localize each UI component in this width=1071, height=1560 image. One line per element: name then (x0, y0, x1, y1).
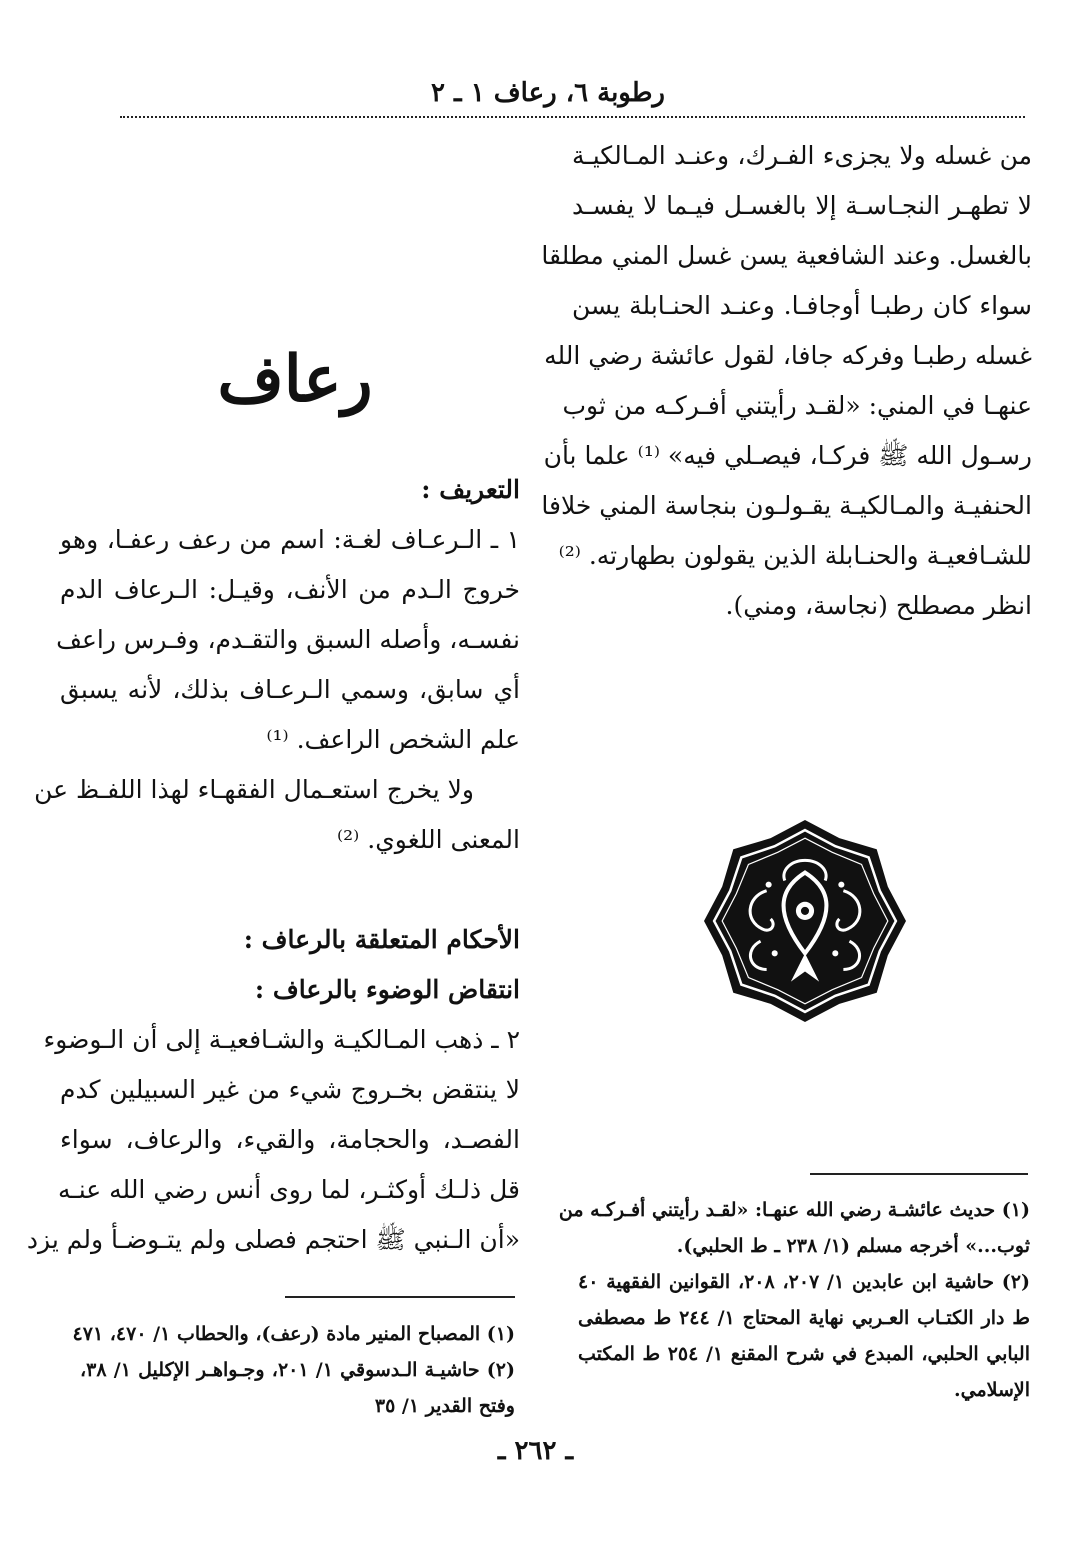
footnote-rule (285, 1296, 515, 1298)
footnote-line: (٢) حاشيـة الـدسوقي ١/ ٢٠١، وجـواهـر الإكليل ١/ ٣٨، (80, 1359, 515, 1381)
text-line: الحنفيـة والمـالكيـة يقـولـون بنجاسة المني خلافا (541, 491, 1032, 520)
text-line: خروج الـدم من الأنف، وقيـل: الـرعاف الدم (60, 575, 520, 604)
text-line: المعنى اللغوي. ⁽²⁾ (337, 825, 520, 854)
footnote-line: ثوب...» أخرجه مسلم (١/ ٢٣٨ ـ ط الحلبي). (676, 1235, 1030, 1257)
text-line: قل ذلـك أوكثـر، لما روى أنس رضي الله عنـه (58, 1175, 520, 1204)
text-line: انظر مصطلح (نجاسة، ومني). (725, 591, 1032, 620)
text-line: الفصـد، والحجامة، والقيء، والرعاف، سواء (60, 1125, 520, 1154)
footnote-line: (١) المصباح المنير مادة (رعف)، والحطاب ١/ ٤٧٠، ٤٧١ (72, 1323, 515, 1345)
definition-heading: التعريف : (421, 475, 520, 504)
text-line: غسله رطبـا وفركه جافا، لقول عائشة رضي الله (544, 341, 1032, 370)
rulings-heading: الأحكام المتعلقة بالرعاف : (243, 925, 520, 954)
text-line: سواء كان رطبـا أوجافـا. وعنـد الحنـابلة يسن (572, 291, 1032, 320)
text-line: «أن الـنبي ﷺ احتجم فصلى ولم يتـوضـأ ولم يزد (26, 1225, 520, 1254)
islamic-star-ornament-icon (704, 820, 906, 1022)
footnote-line: (٢) حاشية ابن عابدين ١/ ٢٠٧، ٢٠٨، القوانين الفقهية ٤٠ (578, 1271, 1031, 1293)
text-line: ٢ ـ ذهب المـالكيـة والشـافعيـة إلى أن الـوضوء (43, 1025, 520, 1054)
left-column (26, 465, 520, 1265)
footnote-line: ط دار الكتـاب العـربي نهاية المحتاج ١/ ٢٤٤ ط مصطفى (578, 1307, 1030, 1329)
text-line: نفسـه، وأصله السبق والتقـدم، وفـرس راعف (56, 625, 520, 654)
text-line: للشـافعيـة والحنـابلة الذين يقولون بطهارته. ⁽²⁾ (558, 541, 1032, 570)
text-line: لا ينتقض بخـروج شيء من غير السبيلين كدم (60, 1075, 520, 1104)
footnote-line: (١) حديث عائشـة رضي الله عنهـا: «لقـد رأيتني أفـركـه من (558, 1199, 1030, 1221)
footnotes-right (558, 1192, 1031, 1408)
footnote-line: البابي الحلبي، المبدع في شرح المقنع ١/ ٢٥٤ ط المكتب (578, 1343, 1030, 1365)
paragraph-gap (60, 865, 520, 915)
text-line: ١ ـ الـرعـاف لغـة: اسم من رعف رعفـا، وهو (60, 525, 520, 554)
text-line: بالغسل. وعند الشافعية يسن غسل المني مطلقا (541, 241, 1032, 270)
entry-title: رعاف (217, 342, 373, 417)
running-header: رطوبة ٦، رعاف ١ ـ ٢ (430, 78, 665, 108)
footnotes-left (72, 1316, 515, 1424)
footnote-line: الإسلامي. (954, 1379, 1030, 1401)
text-line: رسـول الله ﷺ فركـا، فيصـلي فيه» ⁽¹⁾ علما بأن (543, 441, 1032, 470)
text-line: لا تطهـر النجـاسـة إلا بالغسـل فيـما لا يفسـد (572, 191, 1032, 220)
text-line: من غسله ولا يجزىء الفـرك، وعنـد المـالكيـة (572, 141, 1032, 170)
text-line: ولا يخرج استعـمال الفقهـاء لهذا اللفـظ عن (34, 775, 474, 804)
text-line: علم الشخص الراعف. ⁽¹⁾ (266, 725, 520, 754)
page-number: ـ ٢٦٢ ـ (497, 1436, 574, 1466)
text-line: أي سابق، وسمي الـرعـاف بذلك، لأنه يسبق (60, 675, 520, 704)
header-dotted-rule (120, 116, 1025, 118)
footnote-line: وفتح القدير ١/ ٣٥ (374, 1395, 515, 1417)
footnote-rule (810, 1173, 1028, 1175)
wudu-heading: انتقاض الوضوء بالرعاف : (254, 975, 520, 1004)
right-column (541, 131, 1032, 631)
text-line: عنهـا في المني: «لقـد رأيتني أفـركـه من ثوب (562, 391, 1032, 420)
